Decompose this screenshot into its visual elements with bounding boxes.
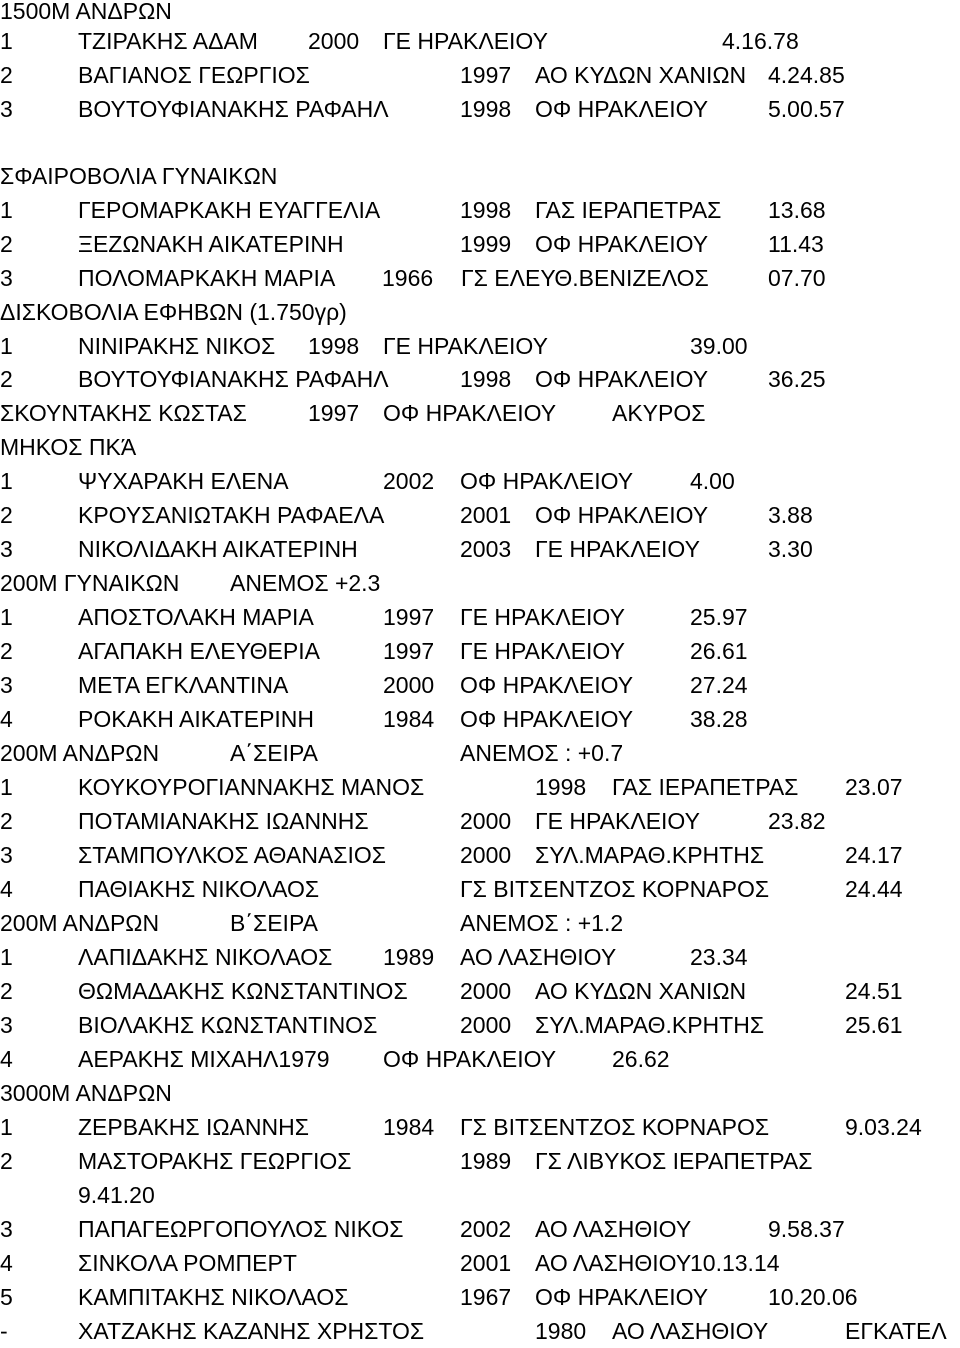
line-text: ΨΥΧΑΡΑΚΗ ΕΛΕΝΑ	[78, 468, 289, 494]
line-text: ΣΚΟΥΝΤΑΚΗΣ ΚΩΣΤΑΣ	[0, 400, 247, 426]
line-text: ΑΠΟΣΤΟΛΑΚΗ ΜΑΡΙΑ	[78, 604, 314, 630]
line-text: 2001	[460, 1250, 512, 1276]
line-text: 3	[0, 1012, 13, 1038]
line-text: 23.34	[690, 944, 748, 970]
line-text: -	[0, 1318, 8, 1344]
line-text: 9.41.20	[78, 1182, 155, 1208]
line-text: ΒΑΓΙΑΝΟΣ ΓΕΩΡΓΙΟΣ	[78, 62, 310, 88]
line-text: ΒΙΟΛΑΚΗΣ ΚΩΝΣΤΑΝΤΙΝΟΣ	[78, 1012, 378, 1038]
line-text: 1997	[383, 604, 435, 630]
line-text: ΓΣ ΕΛΕΥΘ.ΒΕΝΙΖΕΛΟΣ	[461, 265, 709, 291]
line-text: ΑΟ ΛΑΣΗΘΙΟΥ	[460, 944, 617, 970]
line-text: 2000	[460, 978, 512, 1004]
line-text: ΓΣ ΒΙΤΣΕΝΤΖΟΣ ΚΟΡΝΑΡΟΣ	[460, 1114, 770, 1140]
line-text: 2000	[308, 28, 360, 54]
line-text: ΤΖΙΡΑΚΗΣ ΑΔΑΜ	[78, 28, 258, 54]
line-text: ΞΕΖΩΝΑΚΗ ΑΙΚΑΤΕΡΙΝΗ	[78, 231, 344, 257]
line-text: 4.00	[690, 468, 735, 494]
line-text: 1	[0, 197, 13, 223]
line-text: 2002	[460, 1216, 512, 1242]
line-text: ΔΙΣΚΟΒΟΛΙΑ ΕΦΗΒΩΝ (1.750γρ)	[0, 299, 347, 325]
line-text: 26.62	[612, 1046, 670, 1072]
line-text: 11.43	[768, 231, 824, 257]
line-text: ΜΑΣΤΟΡΑΚΗΣ ΓΕΩΡΓΙΟΣ	[78, 1148, 352, 1174]
line-text: ΑΕΡΑΚΗΣ ΜΙΧΑΗΛ1979	[78, 1046, 330, 1072]
line-text: ΒΟΥΤΟΥΦΙΑΝΑΚΗΣ ΡΑΦΑΗΛ	[78, 96, 389, 122]
line-text: 1	[0, 774, 13, 800]
line-text: 1989	[460, 1148, 512, 1174]
line-text: 3	[0, 265, 13, 291]
line-text: 1984	[383, 1114, 435, 1140]
line-text: 2000	[383, 672, 435, 698]
line-text: ΓΣ ΛΙΒΥΚΟΣ ΙΕΡΑΠΕΤΡΑΣ	[535, 1148, 813, 1174]
line-text: 2000	[460, 842, 512, 868]
line-text: 1	[0, 468, 13, 494]
line-text: ΟΦ ΗΡΑΚΛΕΙΟΥ	[460, 672, 634, 698]
line-text: 1989	[383, 944, 435, 970]
line-text: 1998	[308, 333, 360, 359]
line-text: ΑΚΥΡΟΣ	[612, 400, 706, 426]
line-text: ΑΟ ΚΥΔΩΝ ΧΑΝΙΩΝ	[535, 978, 747, 1004]
line-text: 4	[0, 1046, 13, 1072]
line-text: 38.28	[690, 706, 748, 732]
line-text: 1997	[460, 62, 512, 88]
line-text: 1997	[383, 638, 435, 664]
line-text: ΒΟΥΤΟΥΦΙΑΝΑΚΗΣ ΡΑΦΑΗΛ	[78, 366, 389, 392]
line-text: ΑΟ ΛΑΣΗΘΙΟΥ	[535, 1216, 692, 1242]
line-text: 1	[0, 1114, 13, 1140]
line-text: ΧΑΤΖΑΚΗΣ ΚΑΖΑΝΗΣ ΧΡΗΣΤΟΣ	[78, 1318, 425, 1344]
line-text: ΟΦ ΗΡΑΚΛΕΙΟΥ	[383, 1046, 557, 1072]
line-text: 3	[0, 1216, 13, 1242]
line-text: ΟΦ ΗΡΑΚΛΕΙΟΥ	[535, 366, 709, 392]
line-text: 2003	[460, 536, 512, 562]
line-text: 1980	[535, 1318, 587, 1344]
line-text: 13.68	[768, 197, 826, 223]
line-text: 2000	[460, 808, 512, 834]
line-text: ΑΝΕΜΟΣ +2.3	[230, 570, 381, 596]
line-text: 4	[0, 1250, 13, 1276]
line-text: 07.70	[768, 265, 826, 291]
line-text: 24.17	[845, 842, 903, 868]
line-text: 1967	[460, 1284, 512, 1310]
line-text: 1	[0, 604, 13, 630]
line-text: 1998	[460, 96, 512, 122]
line-text: ΓΑΣ ΙΕΡΑΠΕΤΡΑΣ	[612, 774, 799, 800]
line-text: ΑΓΑΠΑΚΗ ΕΛΕΥΘΕΡΙΑ	[78, 638, 320, 664]
line-text: ΓΑΣ ΙΕΡΑΠΕΤΡΑΣ	[535, 197, 722, 223]
line-text: 36.25	[768, 366, 826, 392]
line-text: 1	[0, 28, 13, 54]
line-text: 2002	[383, 468, 435, 494]
line-text: 26.61	[690, 638, 748, 664]
line-text: 200Μ ΓΥΝΑΙΚΩΝ	[0, 570, 180, 596]
line-text: ΝΙΚΟΛΙΔΑΚΗ ΑΙΚΑΤΕΡΙΝΗ	[78, 536, 358, 562]
line-text: ΣΙΝΚΟΛΑ ΡΟΜΠΕΡΤ	[78, 1250, 297, 1276]
line-text: ΠΟΤΑΜΙΑΝΑΚΗΣ ΙΩΑΝΝΗΣ	[78, 808, 369, 834]
line-text: ΖΕΡΒΑΚΗΣ ΙΩΑΝΝΗΣ	[78, 1114, 309, 1140]
line-text: ΑΝΕΜΟΣ : +1.2	[460, 910, 624, 936]
line-text: ΠΑΘΙΑΚΗΣ ΝΙΚΟΛΑΟΣ	[78, 876, 320, 902]
line-text: ΝΙΝΙΡΑΚΗΣ ΝΙΚΟΣ	[78, 333, 276, 359]
line-text: 9.03.24	[845, 1114, 922, 1140]
line-text: 23.82	[768, 808, 826, 834]
line-text: 3.88	[768, 502, 813, 528]
line-text: ΑΝΕΜΟΣ : +0.7	[460, 740, 624, 766]
line-text: ΡΟΚΑΚΗ ΑΙΚΑΤΕΡΙΝΗ	[78, 706, 315, 732]
line-text: 2001	[460, 502, 512, 528]
line-text: 1998	[535, 774, 587, 800]
line-text: ΜΗΚΟΣ ΠΚΆ	[0, 434, 137, 460]
line-text: ΟΦ ΗΡΑΚΛΕΙΟΥ	[460, 706, 634, 732]
line-text: 24.44	[845, 876, 903, 902]
line-text: 4	[0, 876, 13, 902]
line-text: ΓΕΡΟΜΑΡΚΑΚΗ ΕΥΑΓΓΕΛΙΑ	[78, 197, 381, 223]
line-text: 2	[0, 502, 13, 528]
line-text: 9.58.37	[768, 1216, 845, 1242]
line-text: 1	[0, 944, 13, 970]
line-text: ΓΣ ΒΙΤΣΕΝΤΖΟΣ ΚΟΡΝΑΡΟΣ	[460, 876, 770, 902]
line-text: 5.00.57	[768, 96, 845, 122]
line-text: ΟΦ ΗΡΑΚΛΕΙΟΥ	[460, 468, 634, 494]
line-text: 3	[0, 96, 13, 122]
line-text: 2	[0, 231, 13, 257]
line-text: 2	[0, 808, 13, 834]
line-text: 27.24	[690, 672, 748, 698]
line-text: ΚΑΜΠΙΤΑΚΗΣ ΝΙΚΟΛΑΟΣ	[78, 1284, 349, 1310]
line-text: 1	[0, 333, 13, 359]
line-text: 1998	[460, 197, 512, 223]
line-text: ΑΟ ΛΑΣΗΘΙΟΥ	[535, 1250, 692, 1276]
line-text: ΓΕ ΗΡΑΚΛΕΙΟΥ	[383, 28, 548, 54]
line-text: 25.97	[690, 604, 748, 630]
line-text: ΛΑΠΙΔΑΚΗΣ ΝΙΚΟΛΑΟΣ	[78, 944, 333, 970]
line-text: ΜΕΤΑ ΕΓΚΛΑΝΤΙΝΑ	[78, 672, 289, 698]
line-text: ΑΟ ΛΑΣΗΘΙΟΥ	[612, 1318, 769, 1344]
line-text: 3000Μ ΑΝΔΡΩΝ	[0, 1080, 172, 1106]
line-text: 3.30	[768, 536, 813, 562]
line-text: ΓΕ ΗΡΑΚΛΕΙΟΥ	[460, 638, 625, 664]
line-text: 1984	[383, 706, 435, 732]
line-text: 2	[0, 366, 13, 392]
line-text: ΓΕ ΗΡΑΚΛΕΙΟΥ	[535, 808, 700, 834]
line-text: ΣΥΛ.ΜΑΡΑΘ.ΚΡΗΤΗΣ	[535, 842, 765, 868]
line-text: 25.61	[845, 1012, 903, 1038]
line-text: 39.00	[690, 333, 748, 359]
line-text: 3	[0, 672, 13, 698]
line-text: ΣΦΑΙΡΟΒΟΛΙΑ ΓΥΝΑΙΚΩΝ	[0, 163, 278, 189]
line-text: 2	[0, 62, 13, 88]
line-text: ΠΟΛΟΜΑΡΚΑΚΗ ΜΑΡΙΑ	[78, 265, 336, 291]
line-text: ΣΥΛ.ΜΑΡΑΘ.ΚΡΗΤΗΣ	[535, 1012, 765, 1038]
line-text: ΟΦ ΗΡΑΚΛΕΙΟΥ	[535, 96, 709, 122]
line-text: ΚΡΟΥΣΑΝΙΩΤΑΚΗ ΡΑΦΑΕΛΑ	[78, 502, 385, 528]
line-text: 2	[0, 638, 13, 664]
line-text: ΓΕ ΗΡΑΚΛΕΙΟΥ	[383, 333, 548, 359]
line-text: ΓΕ ΗΡΑΚΛΕΙΟΥ	[535, 536, 700, 562]
line-text: ΟΦ ΗΡΑΚΛΕΙΟΥ	[535, 231, 709, 257]
line-text: 3	[0, 842, 13, 868]
line-text: 1500Μ ΑΝΔΡΩΝ	[0, 0, 172, 24]
line-text: 4.16.78	[722, 28, 799, 54]
line-text: 4.24.85	[768, 62, 845, 88]
line-text: 1998	[460, 366, 512, 392]
line-text: 200Μ ΑΝΔΡΩΝ	[0, 910, 160, 936]
line-text: ΚΟΥΚΟΥΡΟΓΙΑΝΝΑΚΗΣ ΜΑΝΟΣ	[78, 774, 425, 800]
line-text: 1999	[460, 231, 512, 257]
line-text: Α΄ΣΕΙΡΑ	[230, 740, 318, 766]
line-text: ΠΑΠΑΓΕΩΡΓΟΠΟΥΛΟΣ ΝΙΚΟΣ	[78, 1216, 404, 1242]
line-text: ΘΩΜΑΔΑΚΗΣ ΚΩΝΣΤΑΝΤΙΝΟΣ	[78, 978, 408, 1004]
line-text: Β΄ΣΕΙΡΑ	[230, 910, 318, 936]
line-text: 3	[0, 536, 13, 562]
line-text: ΓΕ ΗΡΑΚΛΕΙΟΥ	[460, 604, 625, 630]
line-text: ΑΟ ΚΥΔΩΝ ΧΑΝΙΩΝ	[535, 62, 747, 88]
line-text: ΟΦ ΗΡΑΚΛΕΙΟΥ	[535, 1284, 709, 1310]
line-text: 2	[0, 978, 13, 1004]
line-text: ΟΦ ΗΡΑΚΛΕΙΟΥ	[535, 502, 709, 528]
line-text: 24.51	[845, 978, 903, 1004]
line-text: 1997	[308, 400, 360, 426]
line-text: ΟΦ ΗΡΑΚΛΕΙΟΥ	[383, 400, 557, 426]
line-text: 5	[0, 1284, 13, 1310]
line-text: 10.13.14	[690, 1250, 780, 1276]
line-text: 10.20.06	[768, 1284, 858, 1310]
line-text: 4	[0, 706, 13, 732]
line-text: ΣΤΑΜΠΟΥΛΚΟΣ ΑΘΑΝΑΣΙΟΣ	[78, 842, 387, 868]
line-text: 200Μ ΑΝΔΡΩΝ	[0, 740, 160, 766]
line-text: 2000	[460, 1012, 512, 1038]
line-text: 2	[0, 1148, 13, 1174]
line-text: 1966	[382, 265, 434, 291]
line-text: 23.07	[845, 774, 903, 800]
line-text: ΕΓΚΑΤΕΛ	[845, 1318, 947, 1344]
